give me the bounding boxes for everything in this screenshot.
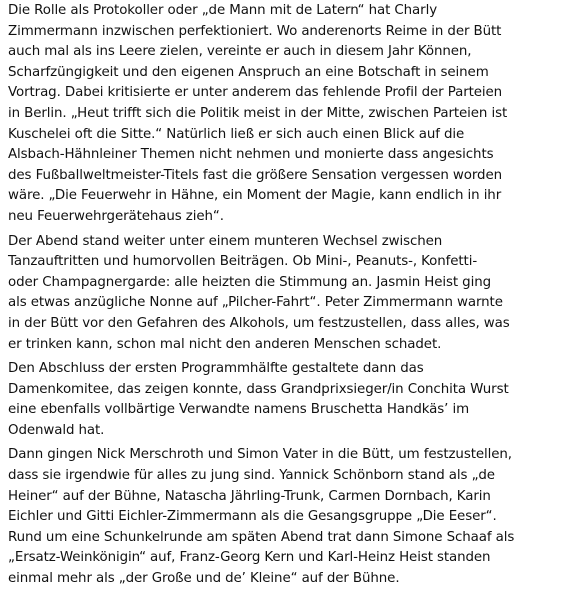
text-line: wäre. „Die Feuerwehr in Hähne, ein Moment der Magie, kann endlich in ihr (8, 188, 502, 204)
text-line: auch mal als ins Leere zielen, vereinte er auch in diesem Jahr Können, (8, 44, 472, 60)
text-line: Scharfzüngigkeit und den eigenen Anspruch an eine Botschaft in seinem (8, 64, 489, 80)
paragraph-abschluss (8, 359, 557, 441)
text-line: Dann gingen Nick Merschroth und Simon Vater in die Bütt, um festzustellen, (8, 447, 512, 463)
text-line: in Berlin. „Heut trifft sich die Politik meist in der Mitte, zwischen Parteien ist (8, 105, 508, 121)
text-line: oder Champagnergarde: alle heizten die Stimmung an. Jasmin Heist ging (8, 274, 491, 290)
text-line: einmal mehr als „der Große und de’ Kleine“ auf der Bühne. (8, 571, 400, 587)
text-line: neu Feuerwehrgerätehaus zieh“. (8, 208, 224, 224)
paragraph-buett (8, 445, 557, 589)
text-line: Rund um eine Schunkelrunde am späten Abend trat dann Simone Schaaf als (8, 529, 515, 545)
text-line: dass sie irgendwie für alles zu jung sind. Yannick Schönborn stand als „de (8, 468, 495, 484)
text-line: Kuschelei oft die Sitte.“ Natürlich ließ er sich auch einen Blick auf die (8, 126, 465, 142)
text-line: Heiner“ auf der Bühne, Natascha Jährling-Trunk, Carmen Dornbach, Karin (8, 488, 491, 504)
text-line: Der Abend stand weiter unter einem munteren Wechsel zwischen (8, 233, 443, 249)
text-line: Die Rolle als Protokoller oder „de Mann mit de Latern“ hat Charly (8, 3, 438, 18)
text-line: er trinken kann, schon mal nicht den anderen Menschen schadet. (8, 336, 442, 352)
paragraph-abend (8, 232, 557, 356)
text-line: Alsbach-Hähnleiner Themen nicht nehmen und monierte dass angesichts (8, 147, 494, 163)
text-line: „Ersatz-Weinkönigin“ auf, Franz-Georg Kern und Karl-Heinz Heist standen (8, 550, 491, 566)
paragraph-protokoller (8, 1, 557, 228)
text-line: Tanzauftritten und humorvollen Beiträgen. Ob Mini-, Peanuts-, Konfetti- (8, 254, 478, 270)
text-line: des Fußballweltmeister-Titels fast die größere Sensation vergessen worden (8, 167, 502, 183)
text-line: Vortrag. Dabei kritisierte er unter anderem das fehlende Profil der Parteien (8, 85, 503, 101)
text-line: Odenwald hat. (8, 422, 105, 438)
text-line: Zimmermann inzwischen perfektioniert. Wo anderenorts Reime in der Bütt (8, 23, 502, 39)
text-line: Den Abschluss der ersten Programmhälfte gestaltete dann das (8, 361, 424, 377)
text-line: Eichler und Gitti Eichler-Zimmermann als die Gesangsgruppe „Die Eeser“. (8, 509, 497, 525)
text-line: Damenkomitee, das zeigen konnte, dass Grandprixsieger/in Conchita Wurst (8, 381, 509, 397)
text-line: eine ebenfalls vollbärtige Verwandte namens Bruschetta Handkäs’ im (8, 402, 470, 418)
text-line: als etwas anzügliche Nonne auf „Pilcher-Fahrt“. Peter Zimmermann warnte (8, 295, 503, 311)
text-line: in der Bütt vor den Gefahren des Alkohols, um festzustellen, dass alles, was (8, 315, 510, 331)
